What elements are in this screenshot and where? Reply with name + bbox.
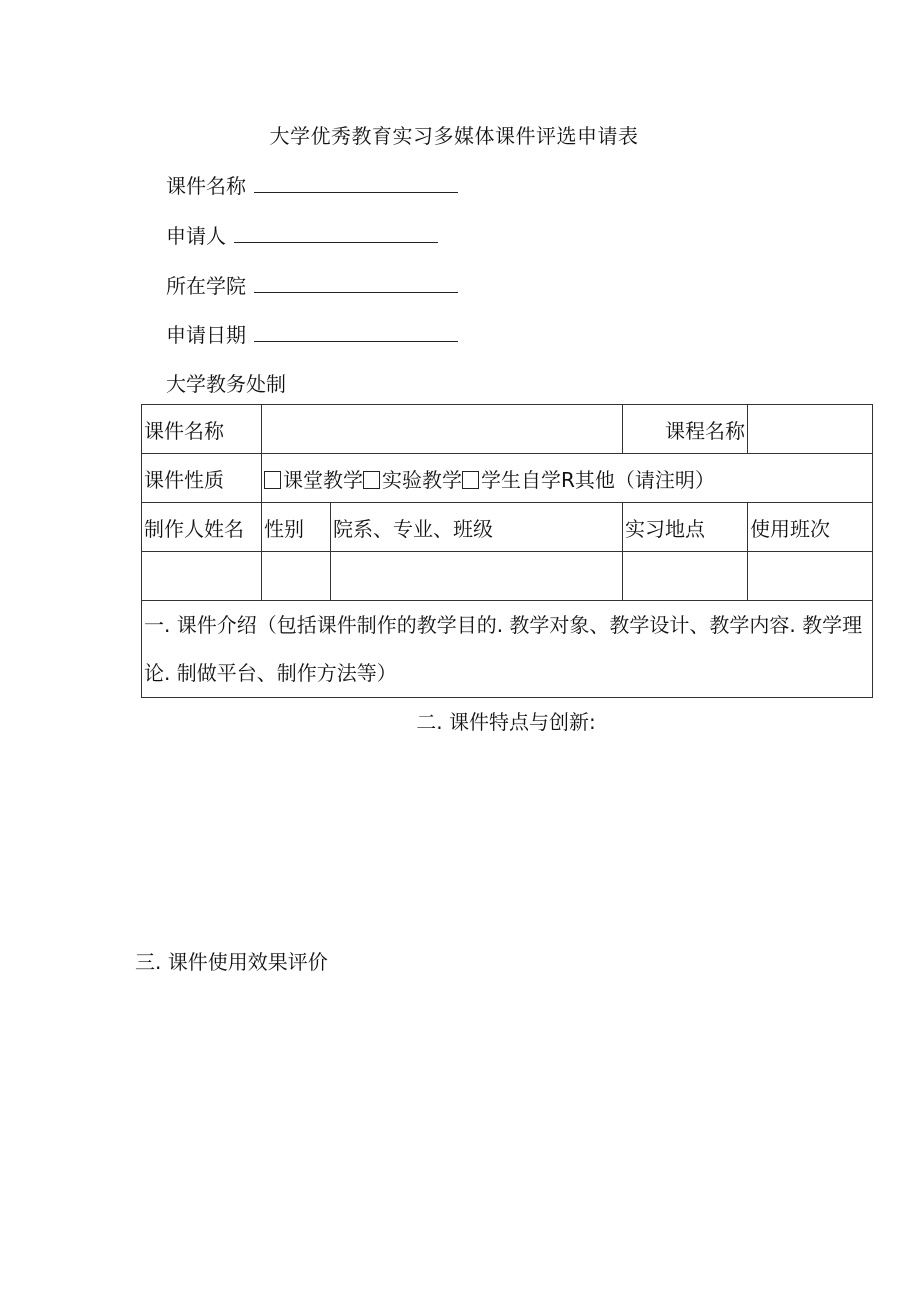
page-title: 大学优秀教育实习多媒体课件评选申请表: [269, 124, 639, 148]
courseware-name-input-cell[interactable]: [262, 405, 623, 454]
classroom-option-label: 课堂教学: [283, 467, 363, 492]
header-maker-name: 制作人姓名: [142, 503, 262, 552]
apply-date-field: [166, 319, 458, 348]
self-study-checkbox[interactable]: [462, 471, 479, 489]
application-table: [141, 404, 873, 698]
applicant-field: [166, 220, 438, 249]
self-study-option-label: 学生自学: [481, 467, 561, 492]
college-field: [166, 270, 458, 299]
table-row: [142, 552, 873, 601]
courseware-intro-cell[interactable]: 一. 课件介绍（包括课件制作的教学目的. 教学对象、教学设计、教学内容. 教学理论. 制做平台、制作方法等）: [142, 601, 873, 698]
course-name-input-cell[interactable]: [748, 405, 873, 454]
header-department: 院系、专业、班级: [331, 503, 623, 552]
section-evaluation-heading: 三. 课件使用效果评价: [135, 950, 328, 974]
courseware-name-blank[interactable]: [254, 191, 458, 193]
college-label: 所在学院: [166, 274, 246, 298]
applicant-label: 申请人: [166, 224, 226, 248]
courseware-name-label: 课件名称: [166, 174, 246, 198]
college-blank[interactable]: [254, 291, 458, 293]
apply-date-blank[interactable]: [254, 340, 458, 342]
classroom-checkbox[interactable]: [264, 471, 281, 489]
other-option-label: R其他（请注明）: [561, 467, 715, 492]
section-features-heading: 二. 课件特点与创新:: [416, 710, 596, 734]
class-usage-input-cell[interactable]: [748, 552, 873, 601]
courseware-name-cell-label: 课件名称: [142, 405, 262, 454]
header-practice-location: 实习地点: [623, 503, 748, 552]
header-gender: 性别: [262, 503, 331, 552]
gender-input-cell[interactable]: [262, 552, 331, 601]
apply-date-label: 申请日期: [166, 323, 246, 347]
lab-option-label: 实验教学: [382, 467, 462, 492]
header-class-usage: 使用班次: [748, 503, 873, 552]
table-row: [142, 503, 873, 552]
maker-name-input-cell[interactable]: [142, 552, 262, 601]
lab-checkbox[interactable]: [363, 471, 380, 489]
table-row: [142, 601, 873, 698]
department-input-cell[interactable]: [331, 552, 623, 601]
issuing-office: 大学教务处制: [166, 372, 286, 396]
applicant-blank[interactable]: [234, 241, 438, 243]
courseware-name-field: [166, 170, 458, 199]
practice-location-input-cell[interactable]: [623, 552, 748, 601]
course-name-cell-label: 课程名称: [623, 405, 748, 454]
table-row: [142, 454, 873, 503]
table-row: [142, 405, 873, 454]
nature-options-cell: [262, 454, 873, 503]
nature-cell-label: 课件性质: [142, 454, 262, 503]
